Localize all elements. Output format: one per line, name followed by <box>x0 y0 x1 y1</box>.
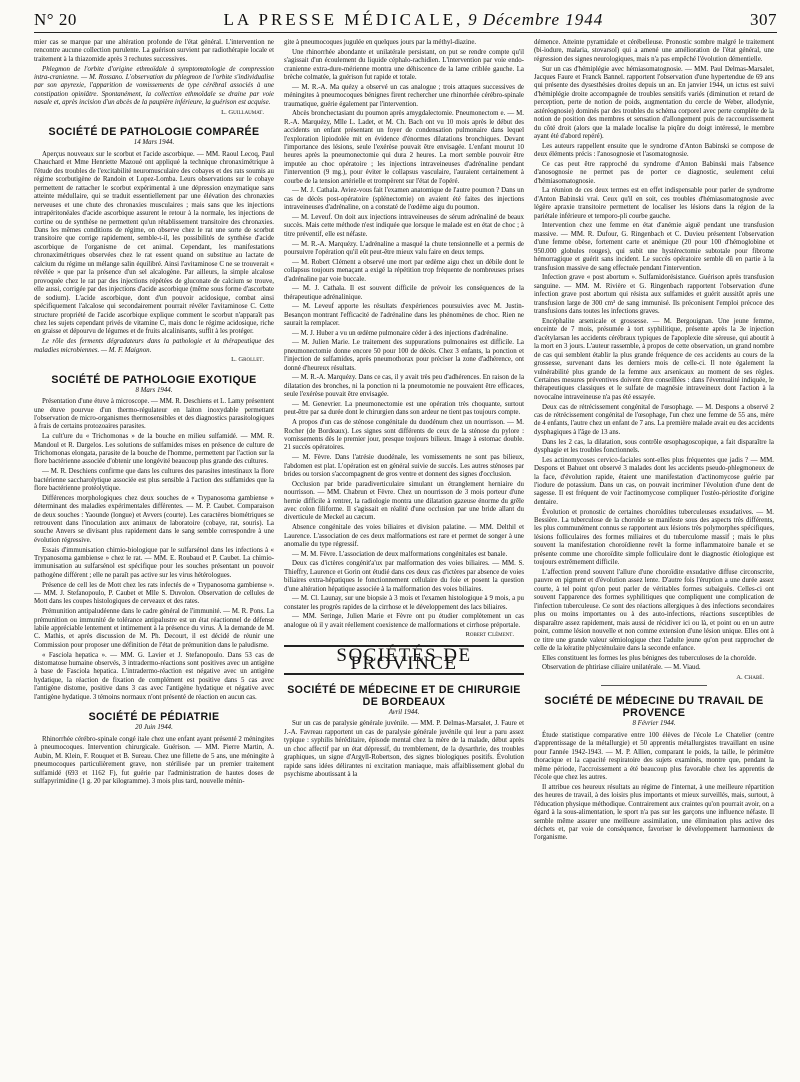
paragraph: Intervention chez une femme en état d'anémie aiguë pendant une transfusion massive. — MM. R. Dufour, G. Ringenbach et C. Duvieu présentent l'observation d'une femme obèse, fortement carte et anémique (20 pour 100 d'hémoglobine et 950.000 globules rouges), qui subit une hystérectomie subtotale pour fibrome hémorragique et guérit sans incident. Le succès opératoire semble dû en partie à la transfusion massive de sang effectuée pendant l'intervention. <box>534 222 774 272</box>
column-1 <box>34 39 274 1079</box>
paragraph: Essais d'immunisation chimio-biologique par le sulfarsénol dans les infections à « Trypanosoma gambiense » chez le rat. — MM. E. Roubaud et P. Caubet. La chimio-immunisation au sulfarsénol est spécifique pour les souches présentant un pouvoir pathogène différent ; elle ne paraît pas active sur les virus hétérologues. <box>34 546 274 579</box>
paragraph: — M. Cl. Launay, sur une biopsie à 3 mois et l'examen histologique à 9 mois, a pu constater les progrès rapides de la cirrhose et le développement des lacs biliaires. <box>284 595 524 611</box>
paragraph: « Fasciola hepatica ». — MM. G. Lavier et J. Stefanopoulo. Dans 53 cas de distomatose humaine observés, 3 intradermo-réactions sont positives avec un antigène à base de Fasciola hepatica. L'intradermo-réaction est négative avec un antigène hydatique, la réaction de fixation de complément est positive dans 5 cas avec l'antigène distome, positive dans 3 cas avec l'antigène hydatique et négative avec l'antigène hydatique. 3 témoins normaux n'ont présenté de réaction en aucun cas. <box>34 651 274 701</box>
paragraph: Les actinomycoses cervico-faciales sont-elles plus fréquentes que jadis ? — MM. Despons et Bahuet ont observé 3 malades dont les accidents pseudo-phlegmoneux de la face, d'évolution rapide, étaient une manifestation d'actinomycose guérie par l'iodure de potassium. Dans un cas, on pouvait incriminer l'évolution d'une dent de sagesse. Il est fréquent de voir l'actinomycose compliquer l'ostéo-périostite d'origine dentaire. <box>534 456 774 506</box>
journal-name: LA PRESSE MÉDICALE, <box>223 10 464 29</box>
issue-date: 9 Décembre 1944 <box>468 10 604 29</box>
paragraph: L'affection prend souvent l'allure d'une choroïdite exsudative diffuse circonscrite, pauvre en pigment et d'évolution assez lente. D'autre fois l'éruption a une durée assez courte, à tel point qu'on peut parler de véritables formes subaiguës. Celles-ci ont souvent l'apparence des formes syphilitiques que compliquent une complication de l'infection tuberculeuse. Ce sont des réactions allergiques à des infections secondaires plus ou moins importantes ou à des auto-infections, réactions susceptibles de disparaître assez rapidement, mais aussi de récidiver ici ou là, et point ou en un autre point, comme lésion nouvelle et non comme extension d'une lésion unique. Elles ont à ce titre une grande valeur sémiologique chez l'adulte jeune qu'on peut rapprocher de celle de la kératite phlycténulaire dans la seconde enfance. <box>534 568 774 652</box>
paragraph: Elles constituent les formes les plus bénignes des tuberculoses de la choroïde. <box>542 654 757 662</box>
paragraph: La réunion de ces deux termes est en effet indispensable pour parler de syndrome d'Anton Babinski vrai. Ceux qu'il en soit, ces troubles d'hémiasomatognosie avec légère apraxie transitoire permettent de localiser les lésions dans la région de la pariétale inférieure et temporo-pli courbe gauche. <box>534 187 774 220</box>
paragraph: — M. M. Fèvre. L'association de deux malformations congénitales est banale. <box>292 550 508 558</box>
section-title: SOCIÉTÉ DE PATHOLOGIE EXOTIQUE <box>51 373 257 386</box>
paragraph: Aperçus nouveaux sur le scorbut et l'acide ascorbique. — MM. Raoul Lecoq, Paul Chauchard et Mme Henriette Mazoué ont appliqué la technique chronaximétrique à l'étude des troubles de l'excitabilité neuromusculaire des cobayes et des rats soumis au régime scorbutigène de Randoin et Lopez-Lomba. Leurs observations sur le cobaye permettent de rattacher le scorbut expérimental à une dépression enzymatique sans atteinte médullaire, qui se traduit essentiellement par une élévation des chronaxies nerveuses et une chute des chronaxies musculaires ; mais sans que les injections intrapéritonéales d'acide ascorbique assurent le retour à la normale, les injections de cortine ou de synthèse ne permettent qu'un rétablissement transitoire des chronaxies. Dans les mêmes conditions de régime, on observe chez le rat une sorte de scorbut transitoire que corrige rapidement, semble-t-il, les possibilités de synthèse d'acide ascorbique de l'organisme de cet animal. Cependant, les manifestations chronaximétriques observées chez le rat essent quand on substitue au lactate de calcium du régime un mélange salin équilibré. Ainsi l'avitaminose C ne se trouverait « révélée » que par la présence d'un sel alcalogène. Par ailleurs, la simple alcalose provoquée chez le rat par des injections répétées de gluconate de calcium se trouve, elle aussi, corrigée par des injections d'acide ascorbique (même sous forme d'ascorbate de sodium). L'acide ascorbique, dont d'un pouvoir acidosique, combat ainsi spécifiquement l'alcalose qui secondairement pourrait révéler l'avitaminose C. Cette structure propriété de l'acide ascorbique explique comment le scorbut n'apparaît pas chez les sujets cependant privés de vitamine C, mais donc le régime acidosique, riche en graisse et dépourvu de légumes et de fruits alcalinisants, suffit à les protéger. <box>34 150 274 336</box>
divider <box>601 685 707 686</box>
paragraph: Rhinorrhée cérébro-spinale congé itale chez une enfant ayant présenté 2 méningites à pneumocoques. Intervention chirurgicale. Guérison. — MM. Pierre Martin, A. Aubin, M. Klein, F. Rouquet et B. Sureau. Chez une fillette de 5 ans, une méningite à pneumocoques particulièrement grave, non stérilisée par un premier traitement sulfamidé (693 et 1162 F), fut guérie par l'administration de hautes doses de sulfapyrimidine (1 g. 20 par kilogramme). 3 mois plus tard, nouvelle ménin- <box>34 735 274 785</box>
author-signature: L. Guillaumat. <box>221 109 264 116</box>
paragraph: Étude statistique comparative entre 100 élèves de l'école Le Chatelier (centre d'apprentissage de la métallurgie) et 50 apprentis métallurgistes travaillant en usine pour l'année 1942-1943. — M. P. Allien, comparant le poids, la taille, le périmètre thoracique et la capacité respiratoire des sujets examinés, montre que, pendant la même période, l'accroissement a été beaucoup plus favorable chez les apprentis de l'école que chez les autres. <box>534 731 774 782</box>
paragraph: Phlegmon de l'orbite d'origine ethmoïdale à symptomatologie de compression intra-cranienne. — M. Rossano. L'observation du phlegmon de l'orbite s'individualise par son apyrexie, l'apparition de vomissements de type cérébral associés à une constipation opiniâtre. Spontanément, la collection ethmoïdale se draine par voie nasale et, après incision d'un abcès de la paupière inférieure, la guérison est acquise. <box>34 65 274 107</box>
paragraph: Sur un cas de paralysie générale juvénile. — MM. P. Delmas-Marsalet, J. Faure et J.-A. Favreau rapportent un cas de paralysie générale juvénile qui leur a paru assez typique : syphilis héréditaire, épisode mental chez la mère de la malade, début après un choc affectif par un état dépressif, du tremblement, de la dysarthrie, des troubles graphiques, un signe d'Argyll-Robertson, des signes biologiques positifs. Évolution rapide sans idées délirantes ni excitation maniaque, mais affaiblissement global du psychisme aboutissant à la <box>284 720 524 779</box>
paragraph: — MM. Seringe, Julien Marie et Fèvre ont pu étudier complètement un cas analogue où il y avait réellement coexistence de malformations et cirrhose préportale. <box>284 613 524 629</box>
column-3 <box>534 39 774 1079</box>
issue-number: N° 20 <box>34 10 77 29</box>
paragraph: — M. R.-A. Marquézy. Dans ce cas, il y avait très peu d'adhérences. En raison de la dilatation des bronches, ni la ponction ni la pneumotomie ne pouvaient être efficaces, seule l'exérèse pouvait être envisagée. <box>284 374 524 399</box>
paragraph: — M. J. Cathala. Il est souvent difficile de prévoir les conséquences de la thérapeutique adrénalinique. <box>284 285 524 301</box>
page-number: 307 <box>750 10 777 29</box>
section-title: SOCIÉTÉ DE MÉDECINE ET DE CHIRURGIE DE BORDEAUX <box>287 683 521 708</box>
paragraph: Infection grave « post abortum ». Sulfamidorésistance. Guérison après transfusion sanguine. — MM. M. Rivière et G. Ringenbach rapportent l'observation d'une infection grave post abortum qui résista aux sulfamides et guérit aussitôt après une transfusion large de 300 cm³ de sang immunisé. Ils préconisent l'emploi précoce des transfusions dans toutes les infections graves. <box>534 274 774 316</box>
paragraph: Les auteurs rappellent ensuite que le syndrome d'Anton Babinski se compose de deux éléments précis : l'anosognosie et l'asomatognosie. <box>534 142 774 159</box>
paragraph: Sur un cas d'hémiplégie avec hémiasomatognosie. — MM. Paul Delmas-Marsalet, Jacques Faure et Franck Bannel. rapportent l'observation d'une hypertendue de 69 ans qui présente des dysesthésies droites depuis un an. En janvier 1944, un ictus est suivi d'hémiplégie droite accompagnée de troubles sensitifs variés (diminution et retard de perception, perte de notion de poids, augmentation du cercle de Weber, allodynie, astéréognosie) dominés par des troubles du schéma corporel avec perte complète de la notion de position des membres et sensation d'allongement puis de raccourcissement du côté droit (alors que la malade localise la piqûre du doigt intéressé, le membre ayant été d'abord repéré). <box>534 65 774 141</box>
paragraph: Présentation d'une étuve à microscope. — MM. R. Deschiens et L. Lamy présentent une étuve pourvue d'un thermo-régulateur en laiton inoxydable permettant l'observation de micro-organismes thermosensibles et des diagnostics parasitologiques à frais de certains protozoaires parasites. <box>34 398 274 431</box>
section-date: 14 Mars 1944. <box>133 139 175 147</box>
section-title: SOCIÉTÉ DE PÉDIATRIE <box>88 711 220 724</box>
paragraph: Absence congénitale des voies biliaires et division palatine. — MM. Delthil et Laurence. L'association de ces deux malformations est rare et permet de songer à une anomalie du type régressif. <box>284 524 524 549</box>
publication-title <box>224 10 604 30</box>
paragraph: Encéphalite arsenicale et grossesse. — M. Bergouignan. Une jeune femme, enceinte de 7 mois, présumée à tort syphilitique, présente après la 3e injection d'acétylarsan les accidents cérébraux typiques de l'apoplexie dite séreuse, qui aboutit à la mort en 3 jours. L'auteur rassemble, à propos de cette observation, un grand nombre de cas qui semblent établir la plus grande fréquence de ces accidents au cours de la grossesse, survenant dans les derniers mois de celle-ci. Il note également la vulnérabilité plus grande de la femme aux arsenicaux au moment de ses règles. Certaines mesures préventives doivent être conseillées : dans l'éventualité indiquée, le thérapeutiques classiques et le sulfate de magnésie intraveineux dont l'action à la novocaïne intraveineuse n'a pas été essayée. <box>534 317 774 401</box>
paragraph: Présence de cell les de Mott chez les rats infectés de « Trypanosoma gambiense ». — MM. J. Stefanopoulo, P. Caubet et Mlle S. Duvolon. Observation de cellules de Mott dans les coupes histologiques de cerveaux et des rates. <box>34 581 274 606</box>
paragraph: La cult'ure du « Trichomonas » de la bouche en milieu sulfamidé. — MM. R. Mandoul et R. Dargelos. Les solutions de sulfamides mises en présence de culture de Trichomonas elongata, parasite de la bouche de l'homme, permettent par l'action sur la flore bactérienne associée d'obtenir une longévité beaucoup plus grande des cultures. <box>34 433 274 466</box>
author-signature: L. Grollet. <box>231 356 264 364</box>
paragraph: Évolution et pronostic de certaines choroïdites tuberculeuses exsudatives. — M. Bessière. La tuberculose de la choroïde se manifeste sous des aspects très différents, les plus communément connus se rapportent aux lésions très polymorphes spécifiques, lésions folliculaires des formes miliaires et du tuberculome massif ; mais le plus souvent la manifestation choroïdienne revêt la forme inflammatoire banale et se présente comme une choroïdite simple folliculaire dont le diagnostic étiologique est toujours extrêmement difficile. <box>534 508 774 567</box>
paragraph: — M. R.-A. Ma quézy a observé un cas analogue ; trois attaques successives de méningites à pneumocoques bénignes firent rechercher une rhinorrhée cérébro-spinale traumatique, guérie également par l'intervention. <box>284 83 524 108</box>
section-date: 8 Février 1944. <box>632 720 676 728</box>
paragraph: Observation de phtiriase ciliaire unilatérale. — M. Viaud. <box>542 664 701 672</box>
paragraph: — M. Robert Clément a observé une mort par œdème aigu chez un débile dont le collapsus toujours menaçant a exigé la répétition trop fréquente de nombreuses prises d'adrénaline par voie buccale. <box>284 258 524 283</box>
paragraph: — M. J. Huber a vu un œdème pulmonaire céder à des injections d'adrénaline. <box>292 329 508 337</box>
author-signature: Robert Clément. <box>465 631 514 639</box>
paragraph: Ce cas peut être rapproché du syndrome d'Anton Babinski mais l'absence d'anosognosie ne permet pas de porter ce diagnostic, seulement celui d'hémiasomatognosie. <box>534 160 774 185</box>
paragraph: Le rôle des ferments dégradateurs dans la pathologie et la thérapeutique des maladies microbiennes. — M. F. Maignon. <box>34 338 274 354</box>
paragraph: — M. Fèvre. Dans l'atrésie duodénale, les vomissements ne sont pas bilieux, l'abdomen est plat. L'opération est en général suivie de succès. Les autres sténoses par brides ou torsion s'accompagnent de gros ventre et donnent des signes d'occlusion. <box>284 454 524 479</box>
paragraph: — M. Leveuf. On doit aux injections intraveineuses de sérum adrénaliné de beaux succès. Mais cette méthode n'est indiquée que lorsque le malade est en état de choc ; à titre préventif, elle est néfaste. <box>284 214 524 238</box>
section-banner: SOCIÉTÉS DE PROVINCE <box>284 645 524 675</box>
paragraph: Différences morphologiques chez deux souches de « Trypanosoma gambiense » déterminant des maladies expérimentales différentes. — M. P. Caubet. Comparaison de deux souches : Yaounde (longue) et Avvers (courte). Les caractères biométriques se retrouvent dans l'inoculation aux animaux de laboratoire (cobaye, rat, souris). La souche Anvers se divisant plus rapidement dans le sang semble correspondre à une évolution régressive. <box>34 494 274 544</box>
section-title: SOCIÉTÉ DE MÉDECINE DU TRAVAIL DE PROVENCE <box>544 695 764 720</box>
paragraph: Prémunition antipaludéenne dans le cadre général de l'immunité. — M. R. Pons. La prémunition ou immunité de tolérance antipalustre est un état réactionnel de défense labile appréciable lentement et intimement à la présence du virus. À la demande de M. C. Mathis, et après discussion de M. Ph. Decourt, il est décidé de réunir une Commission pour proposer une définition de l'état de prémunition dans le paludisme. <box>34 608 274 649</box>
section-title: SOCIÉTÉ DE PATHOLOGIE COMPARÉE <box>48 126 260 139</box>
paragraph: — M. J. Cathala. Aviez-vous fait l'examen anatomique de l'autre poumon ? Dans un cas de décès post-opératoire (splénectomie) on avaient été faites des injections intraveineuses d'adrénaline, on a constaté de l'œdème aigu du poumon. <box>284 187 524 212</box>
article-columns <box>34 39 777 1079</box>
section-date: Avril 1944. <box>388 708 420 716</box>
paragraph: Il attribue ces heureux résultats au régime de l'internat, à une meilleure répartition des heures de travail, à des loisirs plus importants et mieux surveillés, mais, surtout, à l'éducation physique méthodique. Contrairement aux craintes qu'on pourrait avoir, on a égard à la sous-alimentation, le sport n'a pas sur les garçons une influence néfaste. Il semble même assurer une meilleure assimilation, une élimination plus active des déchets et, par voie de conséquence, favoriser le développement harmonieux de l'organisme. <box>534 783 774 842</box>
paragraph: gite à pneumocoques jugulée en quelques jours par la méthyl-diazine. <box>284 39 477 46</box>
paragraph: Une rhinorrhée abondante et unilatérale persistant, on put se rendre compte qu'il s'agissait d'un écoulement du liquide céphalo-rachidien. L'intervention par voie endo-cranienne extra-dure-mérienne montra une déhiscence de la lame criblée gauche. La brèche colmatée, la guérison fut rapide et totale. <box>284 48 524 81</box>
paragraph: Dans les 2 cas, la dilatation, sous contrôle œsophagoscopique, a fait disparaître la dysphagie et les troubles fonctionnels. <box>534 438 774 454</box>
paragraph: A propos d'un cas de sténose congénitale du duodénum chez un nourrisson. — M. Rocher (de Bordeaux). Les signes sont différents de ceux de la sténose du pylore : vomissements dès le premier jour, presque toujours bilieux. Image à estomac double. 21 succès opératoires. <box>284 419 524 452</box>
paragraph: — M. R. Deschiens confirme que dans les cultures des parasites intestinaux la flore bactérienne saccharolytique associée est plus sensible à l'action des sulfamides que la flore bactérienne protéolytique. <box>34 468 274 492</box>
page-header <box>34 10 777 33</box>
paragraph: Abcès bronchectasiant du poumon après amygdalectomie. Pneumonectom e. — M. R.-A. Marquézy, Mlle L. Ladet, et M. Ch. Bach ont vu 10 mois après le début des accidents un enfant présentant un foyer de condensation pulmonaire dans lequel l'exploration lipiodolée mit en évidence d'énormes dilatations bronchiques. Devant l'importance des lésions, seule l'exérèse pouvait être envisagée. L'enfant mourut 10 heures après la pneumonectomie qui dura 2 heures. La mort semble pouvoir être imputée au choc opératoire ; les injections intraveineuses d'adrénaline pendant l'intervention (9 mg.), pour éviter le collapsus vasculaire, l'auraient certainement à courbe de la tension artérielle et trompèrent sur l'état de l'opéré. <box>284 110 524 185</box>
paragraph: — M. Leveuf apporte les résultats d'expériences poursuivies avec M. Justin-Besançon montrant l'efficacité de l'adrénaline dans les phénomènes de choc. Rien ne saurait la remplacer. <box>284 303 524 328</box>
paragraph: Deux cas d'ictères congénit'a'ux par malformation des voies biliaires. — MM. S. Thieffry, Laurence et Gorin ont étudié dans ces deux cas d'ictères par absence de voies biliaires extra-hépatiques le fonctionnement cellulaire du foie et posent la question d'une altération hépatique associée à la malformation des voies biliaires. <box>284 560 524 593</box>
author-signature: A. Chabé. <box>736 673 764 681</box>
paragraph: — M. Julien Marie. Le traitement des suppurations pulmonaires est difficile. La pneumonectomie donne encore 50 pour 100 de décès. Chez 3 enfants, la ponction et l'injection de sulfamides, après pneumothorax pour préciser la zone d'adhérence, ont donné d'heureux résultats. <box>284 339 524 372</box>
section-date: 20 Juin 1944. <box>135 724 173 732</box>
paragraph: démence. Atteinte pyramidale et cérébelleuse. Pronostic sombre malgré le traitement (bi-iodure, malaria, stovarsol) qui a amené une amélioration de l'état général, une régression des signes neurologiques, mais n'a pas empêché l'évolution démentielle. <box>534 39 774 63</box>
paragraph: — M. R.-A. Marquézy. L'adrénaline a masqué la chute tensionnelle et a permis de poursuivre l'opération qu'il eût peut-être mieux valu faire en deux temps. <box>284 240 524 256</box>
paragraph: — M. Genevrier. La pneumonectomie est une opération très choquante, surtout peut-être par sa durée dont le chirurgien dans son ardeur ne tient pas toujours compte. <box>284 401 524 417</box>
paragraph: mier cas se marque par une altération profonde de l'état général. L'intervention ne rencontre aucune collection purulente. La guérison survient par radiothérapie locale et traitement à la thiazomide après 3 rechutes successives. <box>34 39 274 63</box>
section-date: 8 Mars 1944. <box>135 386 173 394</box>
column-2 <box>284 39 524 1079</box>
paragraph: Deux cas de rétrécissement congénital de l'œsophage. — M. Despons a observé 2 cas de rétrécissement congénital de l'œsophage, l'un chez une femme de 55 ans, mère de 4 enfants, l'autre chez un enfant de 7 ans. La première malade avait eu des accidents dysphagiques à l'âge de 13 ans. <box>534 403 774 436</box>
paragraph: Occlusion par bride paradiverticulaire simulant un étranglement herniaire du nourrisson. — MM. Chabrun et Fèvre. Chez un nourrisson de 3 mois porteur d'une hernie difficile à rentrer, la radiologie montra une dilatation gazeuse énorme du grêle avec colon filiforme. Il s'agissait en réalité d'une occlusion par une bride allant du diverticule de Meckel au cæcum. <box>284 480 524 522</box>
